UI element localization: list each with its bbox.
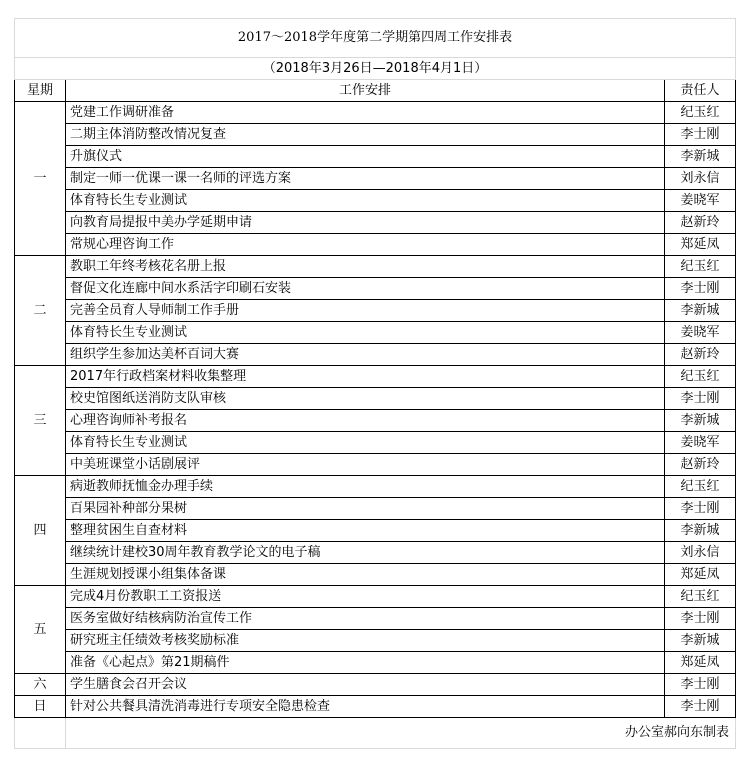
- table-row: [15, 322, 736, 344]
- owner-cell: 郑延凤: [665, 564, 736, 586]
- table-row: [15, 146, 736, 168]
- owner-cell: 姜晓军: [665, 322, 736, 344]
- table-row: [15, 102, 736, 124]
- table-row: [15, 630, 736, 652]
- table-row: [15, 256, 736, 278]
- task-cell: 制定一师一优课一课一名师的评选方案: [66, 168, 665, 190]
- owner-cell: 李新城: [665, 410, 736, 432]
- table-row: [15, 498, 736, 520]
- task-cell: 党建工作调研准备: [66, 102, 665, 124]
- weekday-cell: 一: [15, 102, 66, 256]
- weekday-cell: 二: [15, 256, 66, 366]
- task-cell: 体育特长生专业测试: [66, 322, 665, 344]
- header-task: 工作安排: [66, 80, 665, 102]
- table-row: [15, 212, 736, 234]
- task-cell: 2017年行政档案材料收集整理: [66, 366, 665, 388]
- owner-cell: 姜晓军: [665, 432, 736, 454]
- table-row: [15, 696, 736, 718]
- task-cell: 常规心理咨询工作: [66, 234, 665, 256]
- table-row: [15, 234, 736, 256]
- task-cell: 心理咨询师补考报名: [66, 410, 665, 432]
- header-owner: 责任人: [665, 80, 736, 102]
- task-cell: 完成4月份教职工工资报送: [66, 586, 665, 608]
- task-cell: 病逝教师抚恤金办理手续: [66, 476, 665, 498]
- header-day: 星期: [15, 80, 66, 102]
- table-row: [15, 476, 736, 498]
- weekday-cell: 四: [15, 476, 66, 586]
- weekday-cell: 六: [15, 674, 66, 696]
- task-cell: 体育特长生专业测试: [66, 190, 665, 212]
- date-range: （2018年3月26日—2018年4月1日）: [15, 58, 736, 80]
- owner-cell: 李士刚: [665, 696, 736, 718]
- task-cell: 组织学生参加达美杯百词大赛: [66, 344, 665, 366]
- owner-cell: 李士刚: [665, 278, 736, 300]
- weekday-cell: 日: [15, 696, 66, 718]
- owner-cell: 李士刚: [665, 674, 736, 696]
- table-row: [15, 608, 736, 630]
- weekday-cell: 三: [15, 366, 66, 476]
- owner-cell: 李士刚: [665, 498, 736, 520]
- owner-cell: 李新城: [665, 300, 736, 322]
- table-row: [15, 520, 736, 542]
- owner-cell: 纪玉红: [665, 102, 736, 124]
- table-row: [15, 168, 736, 190]
- owner-cell: 赵新玲: [665, 454, 736, 476]
- task-cell: 校史馆图纸送消防支队审核: [66, 388, 665, 410]
- table-row: [15, 410, 736, 432]
- owner-cell: 刘永信: [665, 168, 736, 190]
- weekday-cell: 五: [15, 586, 66, 674]
- owner-cell: 郑延凤: [665, 652, 736, 674]
- owner-cell: 姜晓军: [665, 190, 736, 212]
- owner-cell: 李新城: [665, 146, 736, 168]
- task-cell: 医务室做好结核病防治宣传工作: [66, 608, 665, 630]
- task-cell: 准备《心起点》第21期稿件: [66, 652, 665, 674]
- table-row: [15, 586, 736, 608]
- schedule-table: [14, 18, 736, 749]
- owner-cell: 李士刚: [665, 124, 736, 146]
- owner-cell: 纪玉红: [665, 256, 736, 278]
- task-cell: 针对公共餐具清洗消毒进行专项安全隐患检查: [66, 696, 665, 718]
- table-row: [15, 454, 736, 476]
- table-row: [15, 278, 736, 300]
- task-cell: 体育特长生专业测试: [66, 432, 665, 454]
- owner-cell: 纪玉红: [665, 586, 736, 608]
- task-cell: 完善全员育人导师制工作手册: [66, 300, 665, 322]
- owner-cell: 李士刚: [665, 608, 736, 630]
- owner-cell: 纪玉红: [665, 366, 736, 388]
- prepared-by-note: 办公室郝向东制表: [66, 718, 736, 749]
- owner-cell: 纪玉红: [665, 476, 736, 498]
- task-cell: 向教育局提报中美办学延期申请: [66, 212, 665, 234]
- table-row: [15, 542, 736, 564]
- task-cell: 学生膳食会召开会议: [66, 674, 665, 696]
- task-cell: 整理贫困生自查材料: [66, 520, 665, 542]
- table-row: [15, 652, 736, 674]
- task-cell: 升旗仪式: [66, 146, 665, 168]
- task-cell: 督促文化连廊中间水系活字印刷石安装: [66, 278, 665, 300]
- table-row: [15, 564, 736, 586]
- table-row: [15, 344, 736, 366]
- table-row: [15, 432, 736, 454]
- task-cell: 二期主体消防整改情况复查: [66, 124, 665, 146]
- table-row: [15, 190, 736, 212]
- table-row: [15, 300, 736, 322]
- task-cell: 百果园补种部分果树: [66, 498, 665, 520]
- task-cell: 教职工年终考核花名册上报: [66, 256, 665, 278]
- owner-cell: 赵新玲: [665, 212, 736, 234]
- sheet-title: 2017～2018学年度第二学期第四周工作安排表: [15, 19, 736, 58]
- task-cell: 中美班课堂小话剧展评: [66, 454, 665, 476]
- table-row: [15, 124, 736, 146]
- table-row: [15, 674, 736, 696]
- task-cell: 继续统计建校30周年教育教学论文的电子稿: [66, 542, 665, 564]
- task-cell: 生涯规划授课小组集体备课: [66, 564, 665, 586]
- owner-cell: 赵新玲: [665, 344, 736, 366]
- owner-cell: 李士刚: [665, 388, 736, 410]
- table-row: [15, 388, 736, 410]
- footer-empty-cell: [15, 718, 66, 749]
- table-row: [15, 366, 736, 388]
- owner-cell: 郑延凤: [665, 234, 736, 256]
- owner-cell: 刘永信: [665, 542, 736, 564]
- owner-cell: 李新城: [665, 520, 736, 542]
- owner-cell: 李新城: [665, 630, 736, 652]
- footer-row: [15, 718, 736, 749]
- task-cell: 研究班主任绩效考核奖励标准: [66, 630, 665, 652]
